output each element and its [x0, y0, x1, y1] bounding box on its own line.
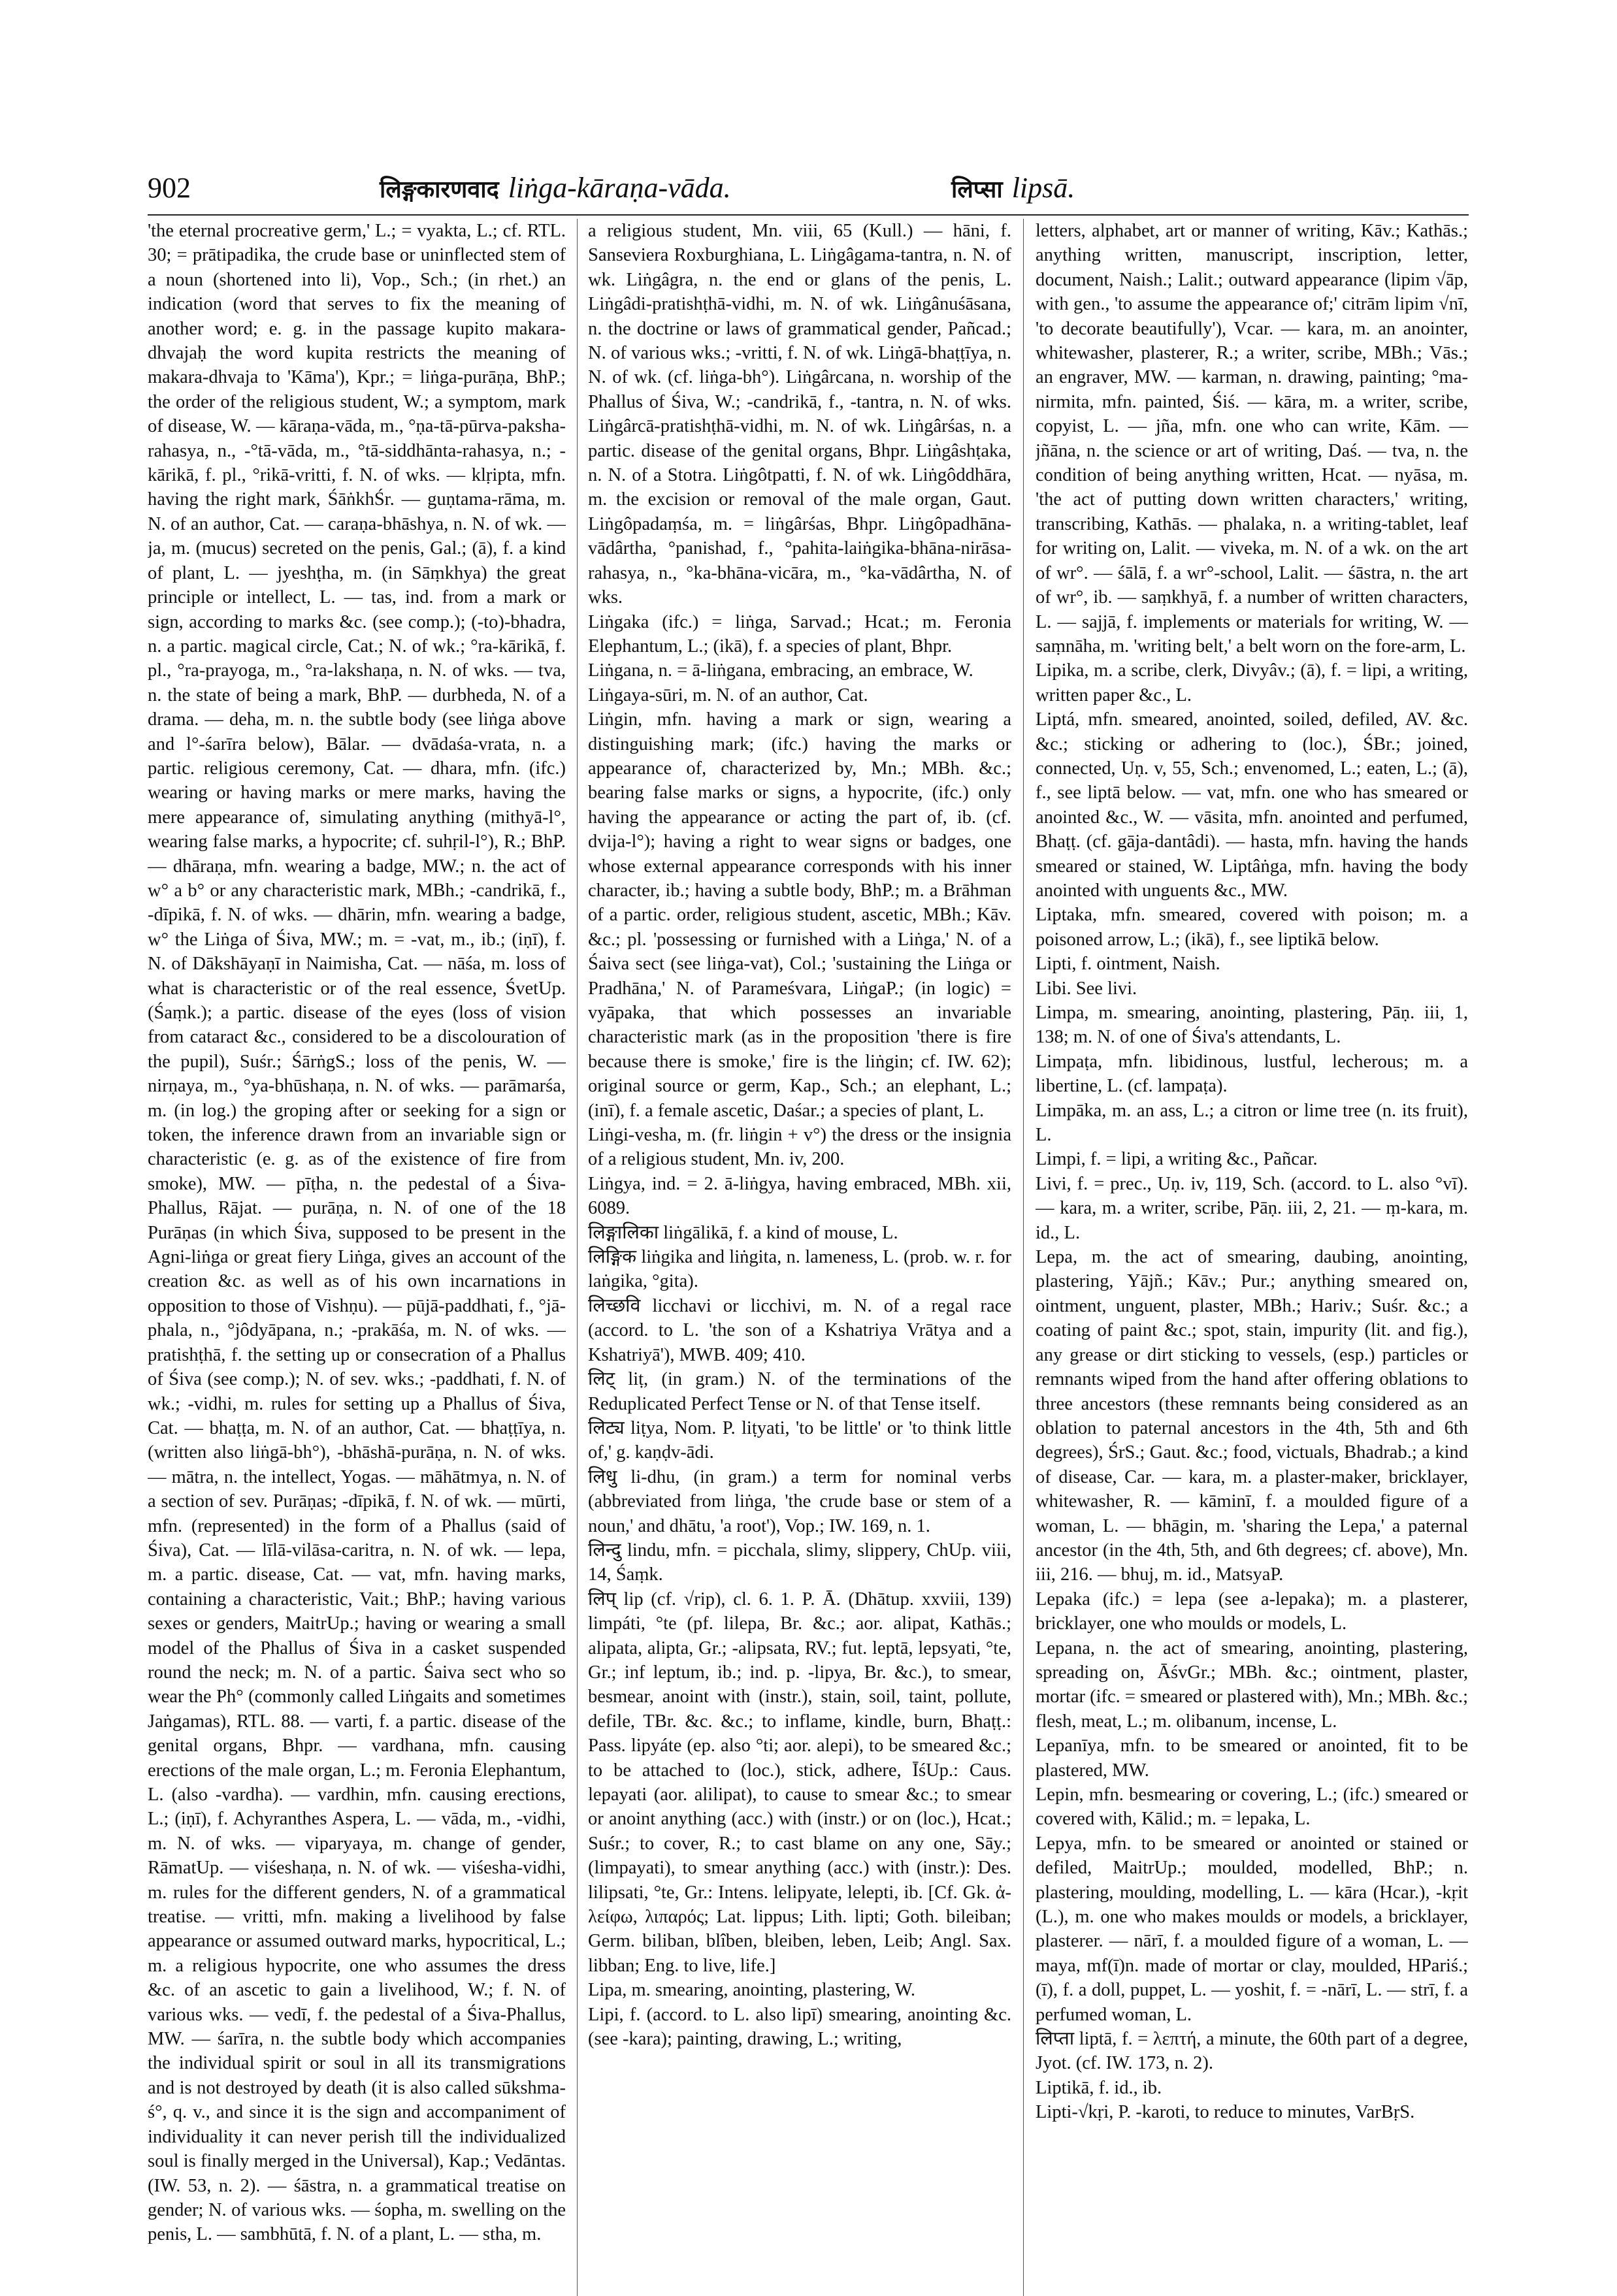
right-head-transliteration: lipsā.	[1011, 172, 1075, 204]
entry-paragraph: letters, alphabet, art or manner of writing, Kāv.; Kathās.; anything written, manuscript, inscription, letter, document, Naish.; Lalit.; outward appearance (lipim √āp, with gen., 'to assume the appearance of;' citrām lipim √nī, 'to decorate beautifully'), Vcar. — kara, m. an anointer, whitewasher, plasterer, R.; a writer, scribe, MBh.; Vās.; an engraver, MW. — karman, n. drawing, painting; °ma-nirmita, mfn. painted, Śiś. — kāra, m. a writer, scribe, copyist, L. — jña, mfn. one who can write, Kām. — jñāna, n. the science or art of writing, Daś. — tva, n. the condition of being anything written, Hcat. — nyāsa, m. 'the act of putting down written characters,' writing, transcribing, Kathās. — phalaka, n. a writing-tablet, leaf for writing on, Lalit. — viveka, m. N. of a wk. on the art of wr°. — śālā, f. a wr°-school, Lalit. — śāstra, n. the art of wr°, ib. — saṃkhyā, f. a number of written characters, L. — sajjā, f. implements or materials for writing, W. — saṃnāha, m. 'writing belt,' a belt worn on the fore-arm, L.	[1036, 221, 1468, 656]
entry-paragraph: Lepanīya, mfn. to be smeared or anointed, fit to be plastered, MW.	[1036, 1736, 1468, 1781]
entry-paragraph: लिधु li-dhu, (in gram.) a term for nominal verbs (abbreviated from liṅga, 'the crude base or stem of a noun,' and dhātu, 'a root'), Vop.; IW. 169, n. 1.	[588, 1466, 1011, 1536]
column-divider	[577, 219, 578, 2296]
left-head-transliteration: liṅga-kāraṇa-vāda.	[508, 172, 731, 204]
entry-paragraph: Liṅgin, mfn. having a mark or sign, wearing a distinguishing mark; (ifc.) having the marks or appearance of, characterized by, Mn.; MBh. &c.; bearing false marks or signs, a hypocrite, (ifc.) only having the appearance or acting the part of, ib. (cf. dvija-l°); having a right to wear signs or badges, one whose external appearance corresponds with his inner character, ib.; having a subtle body, BhP.; m. a Brāhman of a partic. order, religious student, ascetic, MBh.; Kāv. &c.; pl. 'possessing or furnished with a Liṅga,' N. of a Śaiva sect (see liṅga-vat), Col.; 'sustaining the Liṅga or Pradhāna,' N. of Parameśvara, LiṅgaP.; (in logic) = vyāpaka, that which possesses an invariable characteristic mark (as in the proposition 'there is fire because there is smoke,' fire is the liṅgin; cf. IW. 62); original source or germ, Kap., Sch.; an elephant, L.; (inī), f. a female ascetic, Daśar.; a species of plant, L.	[588, 709, 1011, 1121]
header-rule	[148, 214, 1469, 216]
right-running-head	[951, 171, 1075, 204]
left-running-head	[380, 171, 731, 204]
entry-paragraph: Liptikā, f. id., ib.	[1036, 2077, 1162, 2098]
entry-paragraph: लिन्दु lindu, mfn. = picchala, slimy, slippery, ChUp. viii, 14, Śaṃk.	[588, 1540, 1011, 1585]
entry-paragraph: 'the eternal procreative germ,' L.; = vyakta, L.; cf. RTL. 30; = prātipadika, the crude base or uninflected stem of a noun (shortened into li), Vop., Sch.; (in rhet.) an indication (word that serves to fix the meaning of another word; e. g. in the passage kupito makara-dhvajaḥ the word kupita restricts the meaning of makara-dhvaja to 'Kāma'), Kpr.; = liṅga-purāṇa, BhP.; the order of the religious student, W.; a symptom, mark of disease, W. — kāraṇa-vāda, m., °ṇa-tā-pūrva-paksha-rahasya, n., -°tā-vāda, m., °tā-siddhānta-rahasya, n.; -kārikā, f. pl., °rikā-vritti, f. N. of wks. — klṛipta, mfn. having the right mark, ŚāṅkhŚr. — guṇtama-rāma, m. N. of an author, Cat. — caraṇa-bhāshya, n. N. of wk. — ja, m. (mucus) secreted on the penis, Gal.; (ā), f. a kind of plant, L. — jyeshṭha, m. (in Sāṃkhya) the great principle or intellect, L. — tas, ind. from a mark or sign, according to marks &c. (see comp.); (-to)-bhadra, n. a partic. magical circle, Cat.; N. of wk.; °ra-kārikā, f. pl., °ra-prayoga, m., °ra-lakshaṇa, n. N. of wks. — tva, n. the state of being a mark, BhP. — durbheda, N. of a drama. — deha, m. n. the subtle body (see liṅga above and l°-śarīra below), Bālar. — dvādaśa-vrata, n. a partic. religious ceremony, Cat. — dhara, mfn. (ifc.) wearing or having marks or mere marks, having the mere appearance of, simulating anything (mithyā-l°, wearing false marks, a hypocrite; cf. suhṛil-l°), R.; BhP. — dhāraṇa, mfn. wearing a badge, MW.; n. the act of w° a b° or any characteristic mark, MBh.; -candrikā, f., -dīpikā, f. N. of wks. — dhārin, mfn. wearing a badge, w° the Liṅga of Śiva, MW.; m. = -vat, m., ib.; (iṇī), f. N. of Dākshāyaṇī in Naimisha, Cat. — nāśa, m. loss of what is characteristic or of the real essence, ŚvetUp. (Śaṃk.); a partic. disease of the eyes (loss of vision from cataract &c., considered to be a discolouration of the pupil), Suśr.; ŚārṅgS.; loss of the penis, W. — nirṇaya, m., °ya-bhūshaṇa, n. N. of wks. — parāmarśa, m. (in log.) the groping after or seeking for a sign or token, the inference drawn from an invariable sign or characteristic (e. g. as of the existence of fire from smoke), MW. — pīṭha, n. the pedestal of a Śiva-Phallus, Rājat. — purāṇa, n. N. of one of the 18 Purāṇas (in which Śiva, supposed to be present in the Agni-liṅga or great fiery Liṅga, gives an account of the creation &c. as well as of his own incarnations in opposition to those of Vishṇu). — pūjā-paddhati, f., °jā-phala, n., °jôdyāpana, n.; -prakāśa, m. N. of wks. — pratishṭhā, f. the setting up or consecration of a Phallus of Śiva (see comp.); N. of sev. wks.; -paddhati, f. N. of wk.; -vidhi, m. rules for setting up a Phallus of Śiva, Cat. — bhaṭṭa, m. N. of an author, Cat. — bhaṭṭīya, n. (written also liṅgā-bh°), -bhāshā-purāṇa, n. N. of wks. — mātra, n. the intellect, Yogas. — māhātmya, n. N. of a section of sev. Purāṇas; -dīpikā, f. N. of wk. — mūrti, mfn. (represented) in the form of a Phallus (said of Śiva), Cat. — līlā-vilāsa-caritra, n. N. of wk. — lepa, m. a partic. disease, Cat. — vat, mfn. having marks, containing a characteristic, Vait.; BhP.; having various sexes or genders, MaitrUp.; having or wearing a small model of the Phallus of Śiva in a casket suspended round the neck; m. N. of a partic. Śaiva sect who so wear the Ph° (commonly called Liṅgaits and sometimes Jaṅgamas), RTL. 88. — varti, f. a partic. disease of the genital organs, Bhpr. — vardhana, mfn. causing erections of the male organ, L.; m. Feronia Elephantum, L. (also -vardha). — vardhin, mfn. causing erections, L.; (iṇī), f. Achyranthes Aspera, L. — vāda, m., -vidhi, m. N. of wks. — viparyaya, m. change of gender, RāmatUp. — viśeshaṇa, n. N. of wk. — viśesha-vidhi, m. rules for the different genders, N. of a grammatical treatise. — vritti, mfn. making a livelihood by false appearance or assumed outward marks, hypocritical, L.; m. a religious hypocrite, one who assumes the dress &c. of an ascetic to gain a livelihood, W.; f. N. of various wks. — vedī, f. the pedestal of a Śiva-Phallus, MW. — śarīra, n. the subtle body which accompanies the individual spirit or soul in all its transmigrations and is not destroyed by death (it is also called sūkshma-ś°, q. v., and since it is the sign and accompaniment of individuality it can never perish till the individualized soul is finally merged in the Universal), Kap.; Vedāntas. (IW. 53, n. 2). — śāstra, n. a grammatical treatise on gender; N. of various wks. — śopha, m. swelling on the penis, L. — sambhūtā, f. N. of a plant, L. — stha, m.	[148, 221, 566, 2245]
entry-paragraph: लिट् liṭ, (in gram.) N. of the terminations of the Reduplicated Perfect Tense or N. of that Tense itself.	[588, 1369, 1011, 1414]
right-head-devanagari: लिप्सा	[951, 176, 1003, 203]
entry-paragraph: लिङ्गिक liṅgika and liṅgita, n. lameness, L. (prob. w. r. for laṅgika, °gita).	[588, 1247, 1011, 1292]
column-divider	[1023, 219, 1024, 2296]
entry-paragraph: Liṅgya, ind. = 2. ā-liṅgya, having embraced, MBh. xii, 6089.	[588, 1173, 1011, 1219]
column-1	[148, 219, 566, 2296]
entry-paragraph: Liptaka, mfn. smeared, covered with poison; m. a poisoned arrow, L.; (ikā), f., see liptikā below.	[1036, 905, 1468, 950]
running-header	[148, 171, 1467, 210]
left-head-devanagari: लिङ्गकारणवाद	[380, 176, 499, 203]
entry-paragraph: लिप्ता liptā, f. = λεπτή, a minute, the 60th part of a degree, Jyot. (cf. IW. 173, n. 2).	[1036, 2029, 1468, 2074]
entry-paragraph: Lepaka (ifc.) = lepa (see a-lepaka); m. a plasterer, bricklayer, one who moulds or models, L.	[1036, 1589, 1468, 1634]
entry-paragraph: Lepya, mfn. to be smeared or anointed or stained or defiled, MaitrUp.; moulded, modelled, BhP.; n. plastering, moulding, modelling, L. — kāra (Hcar.), -kṛit (L.), m. one who makes moulds or models, a bricklayer, plasterer. — nārī, f. a moulded figure of a woman, L. — maya, mf(ī)n. made of mortar or clay, moulded, HPariś.; (ī), f. a doll, puppet, L. — yoshit, f. = -nārī, L. — strī, f. a perfumed woman, L.	[1036, 1833, 1468, 2025]
entry-paragraph: लिट्य liṭya, Nom. P. liṭyati, 'to be little' or 'to think little of,' g. kaṇḍv-ādi.	[588, 1417, 1011, 1463]
entry-paragraph: Limpi, f. = lipi, a writing &c., Pañcar.	[1036, 1149, 1318, 1170]
entry-paragraph: Liṅgana, n. = ā-liṅgana, embracing, an embrace, W.	[588, 660, 973, 681]
entry-paragraph: Lipti-√kṛi, P. -karoti, to reduce to minutes, VarBṛS.	[1036, 2102, 1415, 2123]
entry-paragraph: लिप् lip (cf. √rip), cl. 6. 1. P. Ā. (Dhātup. xxviii, 139) limpáti, °te (pf. lilepa, Br. &c.; aor. alipat, Kathās.; alipata, alipta, Gr.; -alipsata, RV.; fut. leptā, lepsyati, °te, Gr.; inf leptum, ib.; ind. p. -lipya, Br. &c.), to smear, besmear, anoint with (instr.), stain, soil, taint, pollute, defile, TBr. &c. &c.; to inflame, kindle, burn, Bhaṭṭ.: Pass. lipyáte (ep. also °ti; aor. alepi), to be smeared &c.; to be attached to (loc.), stick, adhere, ĪśUp.: Caus. lepayati (aor. alilipat), to cause to smear &c.; to smear or anoint anything (acc.) with (instr.) or on (loc.), Hcat.; Suśr.; to cover, R.; to cast blame on any one, Sāy.; (limpayati), to smear anything (acc.) with (instr.): Des. lilipsati, °te, Gr.: Intens. lelipyate, lelepti, ib. [Cf. Gk. ἀ-λείφω, λιπαρός; Lat. lippus; Lith. lipti; Goth. bileiban; Germ. biliban, blîben, bleiben, leben, Leib; Angl. Sax. libban; Eng. to live, life.]	[588, 1589, 1011, 1976]
column-2	[588, 219, 1011, 2296]
entry-paragraph: लिङ्गालिका liṅgālikā, f. a kind of mouse, L.	[588, 1222, 898, 1243]
entry-paragraph: Lipti, f. ointment, Naish.	[1036, 954, 1220, 975]
page-number: 902	[148, 172, 191, 204]
entry-paragraph: Lepin, mfn. besmearing or covering, L.; (ifc.) smeared or covered with, Kālid.; m. = lepaka, L.	[1036, 1785, 1468, 1830]
column-3	[1036, 219, 1468, 2296]
entry-paragraph: Lepa, m. the act of smearing, daubing, anointing, plastering, Yājñ.; Kāv.; Pur.; anything smeared on, ointment, unguent, plaster, MBh.; Hariv.; Suśr. &c.; a coating of paint &c.; spot, stain, impurity (lit. and fig.), any grease or dirt sticking to vessels, (esp.) particles or remnants wiped from the hand after offering oblations to three ancestors (these remnants being considered as an oblation to paternal ancestors in the 4th, 5th and 6th degrees), ŚrS.; Gaut. &c.; food, victuals, Bhadrab.; a kind of disease, Car. — kara, m. a plaster-maker, bricklayer, whitewasher, R. — kāminī, f. a moulded figure of a woman, L. — bhāgin, m. 'sharing the Lepa,' a paternal ancestor (in the 4th, 5th, and 6th degrees; cf. above), Mn. iii, 216. — bhuj, m. id., MatsyaP.	[1036, 1247, 1468, 1585]
entry-paragraph: Lepana, n. the act of smearing, anointing, plastering, spreading on, ĀśvGr.; MBh. &c.; ointment, plaster, mortar (ifc. = smeared or plastered with), Mn.; MBh. &c.; flesh, meat, L.; m. olibanum, incense, L.	[1036, 1638, 1468, 1732]
entry-paragraph: Lipa, m. smearing, anointing, plastering, W.	[588, 1980, 916, 2001]
entry-paragraph: Liptá, mfn. smeared, anointed, soiled, defiled, AV. &c. &c.; sticking or adhering to (loc.), ŚBr.; joined, connected, Uṇ. v, 55, Sch.; envenomed, L.; eaten, L.; (ā), f., see liptā below. — vat, mfn. one who has smeared or anointed &c., W. — vāsita, mfn. anointed and perfumed, Bhaṭṭ. (cf. gāja-dantâdi). — hasta, mfn. having the hands smeared or stained, W. Liptâṅga, mfn. having the body anointed with unguents &c., MW.	[1036, 709, 1468, 901]
entry-paragraph: Limpāka, m. an ass, L.; a citron or lime tree (n. its fruit), L.	[1036, 1100, 1468, 1146]
entry-paragraph: a religious student, Mn. viii, 65 (Kull.) — hāni, f. Sanseviera Roxburghiana, L. Liṅgâgama-tantra, n. N. of wk. Liṅgâgra, n. the end or glans of the penis, L. Liṅgâdi-pratishṭhā-vidhi, m. N. of wk. Liṅgânuśāsana, n. the doctrine or laws of grammatical gender, Pañcad.; N. of various wks.; -vritti, f. N. of wk. Liṅgā-bhaṭṭīya, n. N. of wk. (cf. liṅga-bh°). Liṅgârcana, n. worship of the Phallus of Śiva, W.; -candrikā, f., -tantra, n. N. of wks. Liṅgârcā-pratishṭhā-vidhi, m. N. of wk. Liṅgârśas, n. a partic. disease of the genital organs, Bhpr. Liṅgâshṭaka, n. N. of a Stotra. Liṅgôtpatti, f. N. of wk. Liṅgôddhāra, m. the excision or removal of the male organ, Gaut. Liṅgôpadaṃśa, m. = liṅgârśas, Bhpr. Liṅgôpadhāna-vādârtha, °panishad, f., °pahita-laiṅgika-bhāna-nirāsa-rahasya, n., °ka-bhāna-vicāra, m., °ka-vādârtha, N. of wks.	[588, 221, 1011, 608]
entry-paragraph: लिच्छवि licchavi or licchivi, m. N. of a regal race (accord. to L. 'the son of a Kshatriya Vrātya and a Kshatriyā'), MWB. 409; 410.	[588, 1295, 1011, 1365]
entry-paragraph: Liṅgi-vesha, m. (fr. liṅgin + v°) the dress or the insignia of a religious student, Mn. iv, 200.	[588, 1125, 1011, 1170]
entry-paragraph: Limpaṭa, mfn. libidinous, lustful, lecherous; m. a libertine, L. (cf. lampaṭa).	[1036, 1051, 1468, 1097]
entry-paragraph: Lipi, f. (accord. to L. also lipī) smearing, anointing &c. (see -kara); painting, drawing, L.; writing,	[588, 2004, 1011, 2050]
entry-paragraph: Libi. See livi.	[1036, 978, 1137, 999]
entry-paragraph: Liṅgaka (ifc.) = liṅga, Sarvad.; Hcat.; m. Feronia Elephantum, L.; (ikā), f. a species of plant, Bhpr.	[588, 611, 1011, 656]
entry-paragraph: Limpa, m. smearing, anointing, plastering, Pāṇ. iii, 1, 138; m. N. of one of Śiva's attendants, L.	[1036, 1003, 1468, 1048]
entry-paragraph: Lipika, m. a scribe, clerk, Divyâv.; (ā), f. = lipi, a writing, written paper &c., L.	[1036, 660, 1468, 705]
entry-paragraph: Livi, f. = prec., Uṇ. iv, 119, Sch. (accord. to L. also °vī). — kara, m. a writer, scribe, Pāṇ. iii, 2, 21. — ṃ-kara, m. id., L.	[1036, 1173, 1468, 1243]
entry-paragraph: Liṅgaya-sūri, m. N. of an author, Cat.	[588, 685, 868, 705]
